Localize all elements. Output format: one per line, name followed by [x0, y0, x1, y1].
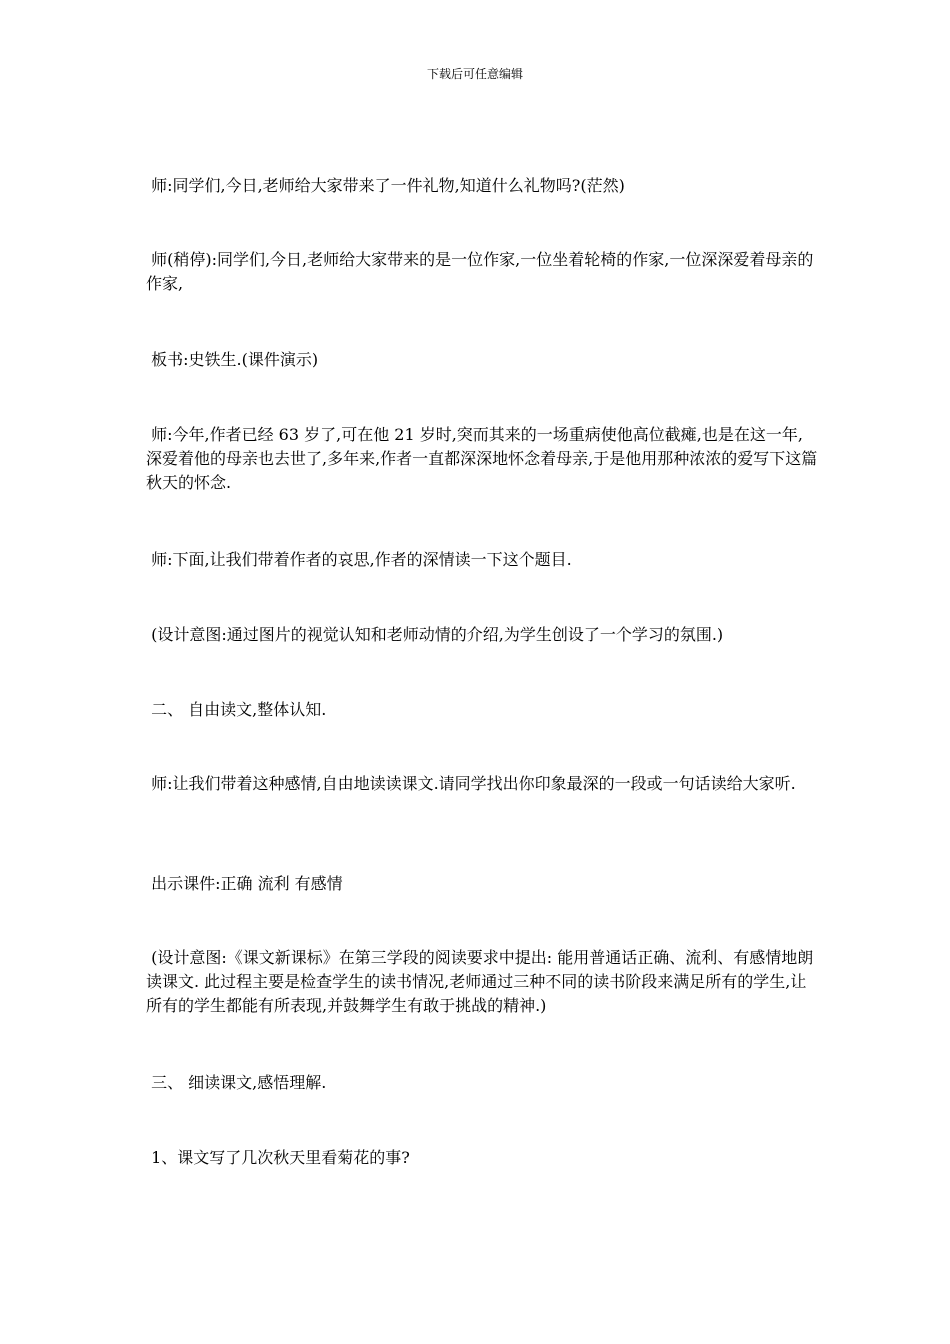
paragraph-board-writing: 板书:史铁生.(课件演示)	[146, 350, 319, 369]
paragraph-design-intent-2: (设计意图:《课文新课标》在第三学段的阅读要求中提出: 能用普通话正确、流利、有感情地朗读课文. 此过程主要是检查学生的读书情况,老师通过三种不同的读书阶段来满足所有的学生,让所有的学生都能有所表现,并鼓舞学生有敢于挑战的精神.)	[146, 948, 814, 1015]
question-1: 1、课文写了几次秋天里看菊花的事?	[146, 1148, 410, 1167]
paragraph-teacher-gift: 师:同学们,今日,老师给大家带来了一件礼物,知道什么礼物吗?(茫然)	[146, 176, 625, 195]
paragraph-courseware: 出示课件:正确 流利 有感情	[146, 874, 343, 893]
paragraph-teacher-free-reading: 师:让我们带着这种感情,自由地读读课文.请同学找出你印象最深的一段或一句话读给大家听.	[146, 774, 796, 793]
paragraph-teacher-read-title: 师:下面,让我们带着作者的哀思,作者的深情读一下这个题目.	[146, 550, 572, 569]
paragraph-teacher-writer: 师(稍停):同学们,今日,老师给大家带来的是一位作家,一位坐着轮椅的作家,一位深深爱着母亲的作家,	[146, 250, 814, 293]
section-heading-2: 二、 自由读文,整体认知.	[146, 700, 327, 719]
paragraph-teacher-background: 师:今年,作者已经 63 岁了,可在他 21 岁时,突而其来的一场重病使他高位截瘫,也是在这一年,深爱着他的母亲也去世了,多年来,作者一直都深深地怀念着母亲,于是他用那种浓浓的爱写下这篇秋天的怀念.	[146, 425, 818, 492]
page-header: 下载后可任意编辑	[426, 67, 523, 81]
paragraph-design-intent-1: (设计意图:通过图片的视觉认知和老师动情的介绍,为学生创设了一个学习的氛围.)	[146, 625, 724, 644]
section-heading-3: 三、 细读课文,感悟理解.	[146, 1073, 327, 1092]
